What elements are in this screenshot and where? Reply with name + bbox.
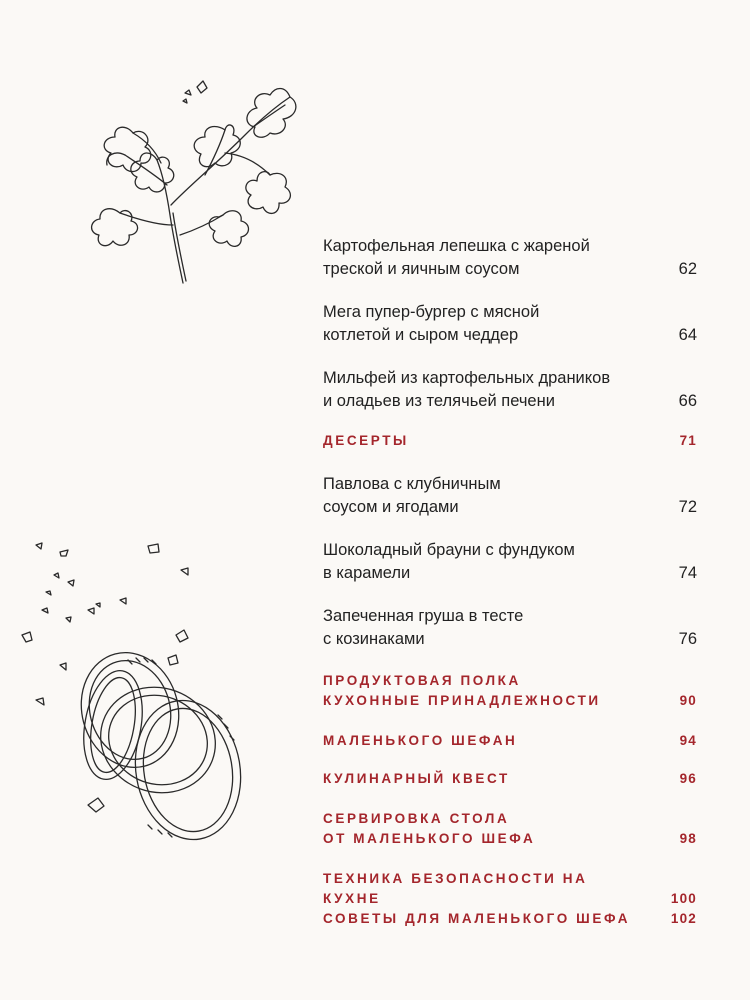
toc-page-number: 96 [679,771,697,786]
toc-page-number: 100 [670,891,697,906]
toc-page-number: 94 [679,733,697,748]
parsley-sprig-icon [85,75,315,290]
toc-entry-title: Мильфей из картофельных драников и оладьев из телячьей печени [323,369,611,410]
toc-entry[interactable] [323,473,697,519]
onion-rings-icon [18,540,253,840]
toc-entry-title: ПРОДУКТОВАЯ ПОЛКА КУХОННЫЕ ПРИНАДЛЕЖНОСТИ [323,673,601,708]
toc-page-number: 98 [679,831,697,846]
toc-page-number: 102 [670,911,697,926]
toc-page-number: 76 [678,630,697,648]
toc-entry-title: Запеченная груша в тесте с козинаками [323,607,524,648]
toc-page-number: 64 [678,326,697,344]
toc-entry-title: Шоколадный брауни с фундуком в карамели [323,541,575,582]
toc-section[interactable] [323,671,697,711]
toc-entry-title: ДЕСЕРТЫ [323,433,409,448]
toc-entry-title: Павлова с клубничным соусом и ягодами [323,475,501,516]
toc-section[interactable] [323,869,697,909]
toc-page-number: 72 [678,498,697,516]
toc-entry-title: Мега пупер-бургер с мясной котлетой и сыром чеддер [323,303,540,344]
toc-page-number: 66 [678,392,697,410]
toc-page-number: 71 [679,433,697,448]
toc-page-number: 74 [678,564,697,582]
toc-entry[interactable] [323,367,697,413]
toc-page-number: 62 [678,260,697,278]
toc-entry-title: КУЛИНАРНЫЙ КВЕСТ [323,771,510,786]
toc-entry[interactable] [323,539,697,585]
toc-section[interactable] [323,909,697,929]
toc-entry[interactable] [323,301,697,347]
toc-entry-title: ТЕХНИКА БЕЗОПАСНОСТИ НА КУХНЕ [323,871,588,906]
toc-entry[interactable] [323,605,697,651]
toc-section[interactable] [323,769,697,789]
toc-page-number: 90 [679,693,697,708]
toc-section[interactable] [323,731,697,751]
toc-entry-title: Картофельная лепешка с жареной треской и яичным соусом [323,237,590,278]
toc-entry-title: СОВЕТЫ ДЛЯ МАЛЕНЬКОГО ШЕФА [323,911,631,926]
toc-entry-title: СЕРВИРОВКА СТОЛА ОТ МАЛЕНЬКОГО ШЕФА [323,811,536,846]
toc-entry[interactable] [323,235,697,281]
toc-section[interactable] [323,431,697,451]
toc-section[interactable] [323,809,697,849]
toc-entry-title: МАЛЕНЬКОГО ШЕФАН [323,733,518,748]
